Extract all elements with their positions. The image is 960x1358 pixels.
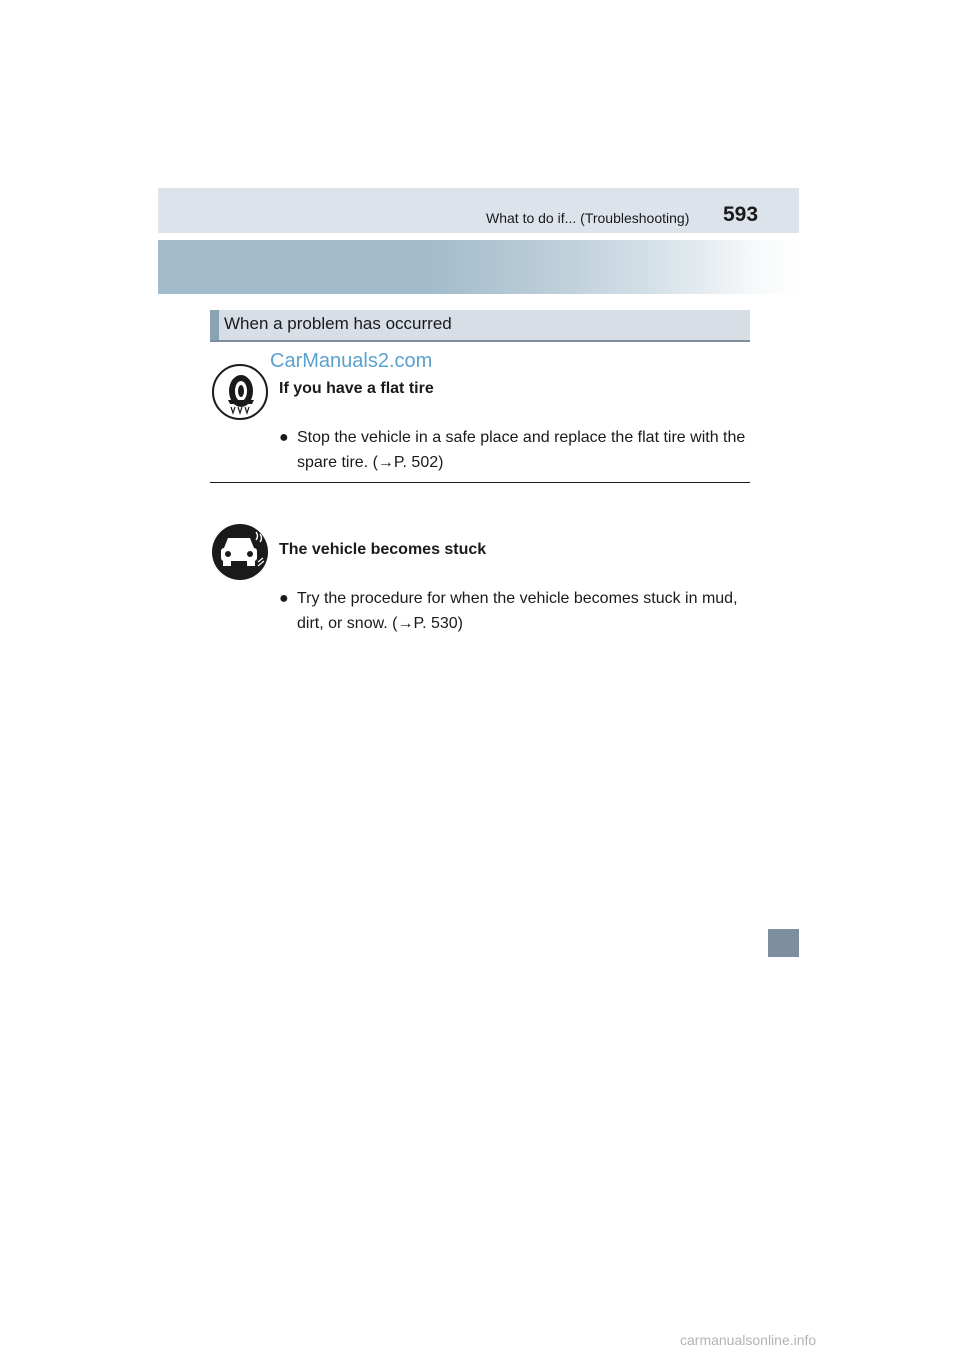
footer-watermark: carmanualsonline.info	[680, 1332, 817, 1348]
header-section-title: What to do if... (Troubleshooting)	[486, 210, 690, 226]
bullet-icon: ●	[279, 429, 289, 446]
page-number: 593	[723, 203, 759, 226]
item-text-vehicle-stuck: Try the procedure for when the vehicle becomes stuck in mud, dirt, or snow. (→P. 530)	[297, 590, 738, 632]
divider	[210, 482, 750, 483]
section-title-bar	[210, 310, 750, 342]
list-item	[279, 586, 749, 636]
chapter-tab	[768, 929, 799, 957]
header-bar	[158, 188, 799, 233]
section-title-accent	[210, 310, 219, 340]
bullet-icon: ●	[279, 590, 289, 607]
item-title-vehicle-stuck: The vehicle becomes stuck	[279, 541, 487, 558]
list-item	[279, 425, 749, 475]
flat-tire-icon	[212, 364, 268, 420]
header-gradient-band	[158, 240, 799, 294]
car-stuck-icon	[212, 524, 268, 580]
item-title-flat-tire: If you have a flat tire	[279, 380, 434, 397]
section-title: When a problem has occurred	[224, 314, 452, 333]
item-text-flat-tire: Stop the vehicle in a safe place and replace the flat tire with the spare tire. (→P. 502)	[297, 429, 746, 471]
watermark: CarManuals2.com	[270, 350, 433, 372]
